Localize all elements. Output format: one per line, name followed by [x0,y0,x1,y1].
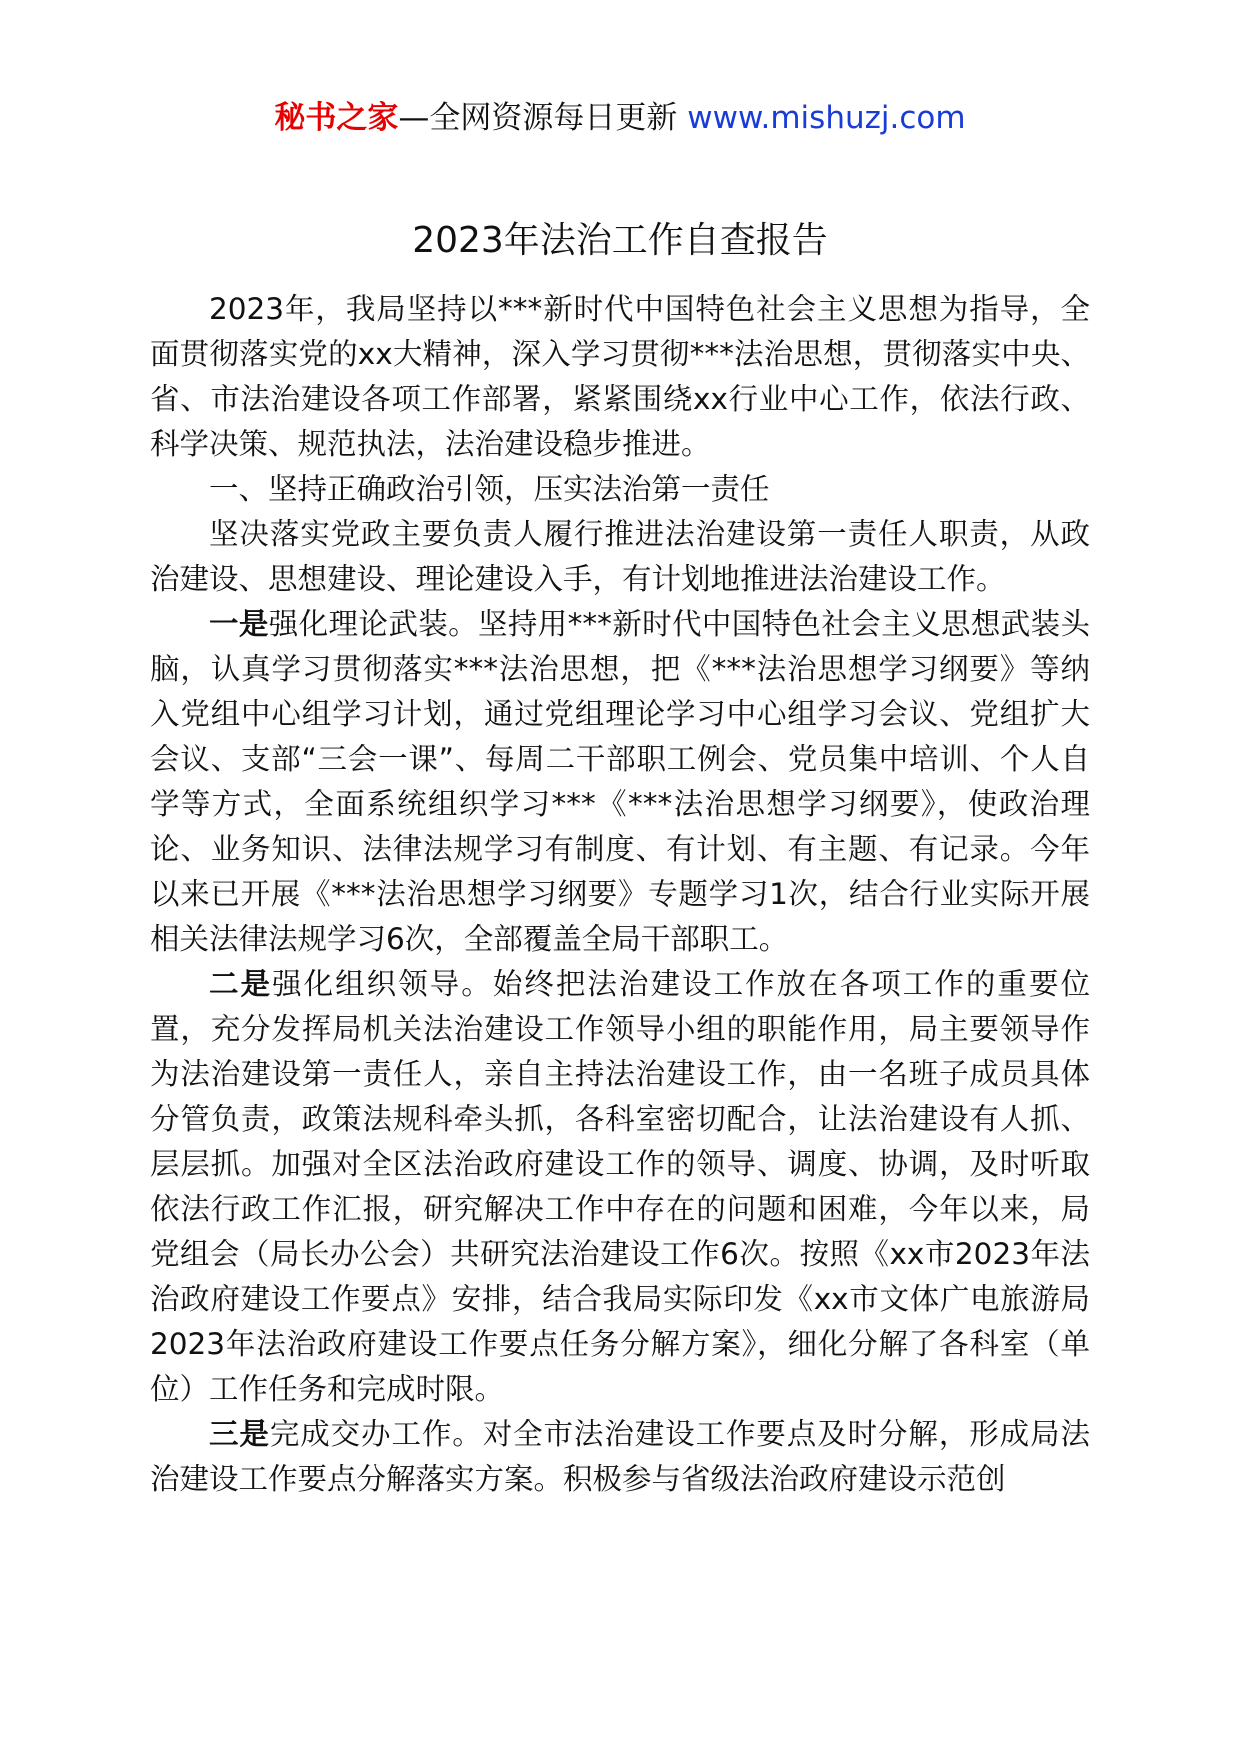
item-text-1: 强化理论武装。坚持用***新时代中国特色社会主义思想武装头脑，认真学习贯彻落实***法治思想，把《***法治思想学习纲要》等纳入党组中心组学习计划，通过党组理论学习中心组学习会议、党组扩大会议、支部“三会一课”、每周二干部职工例会、党员集中培训、个人自学等方式，全面系统组织学习***《***法治思想学习纲要》，使政治理论、业务知识、法律法规学习有制度、有计划、有主题、有记录。今年以来已开展《***法治思想学习纲要》专题学习1次，结合行业实际开展相关法律法规学习6次，全部覆盖全局干部职工。 [150,607,1090,956]
section-intro-paragraph: 坚决落实党政主要负责人履行推进法治建设第一责任人职责，从政治建设、思想建设、理论建设入手，有计划地推进法治建设工作。 [150,517,1090,596]
item-text-3: 完成交办工作。对全市法治建设工作要点及时分解，形成局法治建设工作要点分解落实方案。积极参与省级法治政府建设示范创 [150,1417,1090,1496]
brand-name: 秘书之家 [274,100,399,136]
item-lead-2: 二是 [209,967,273,1001]
item-paragraph-2 [150,962,1090,1412]
item-text-2: 强化组织领导。始终把法治建设工作放在各项工作的重要位置，充分发挥局机关法治建设工作领导小组的职能作用，局主要领导作为法治建设第一责任人，亲自主持法治建设工作，由一名班子成员具体分管负责，政策法规科牵头抓，各科室密切配合，让法治建设有人抓、层层抓。加强对全区法治政府建设工作的领导、调度、协调，及时听取依法行政工作汇报，研究解决工作中存在的问题和困难，今年以来，局党组会（局长办公会）共研究法治建设工作6次。按照《xx市2023年法治政府建设工作要点》安排，结合我局实际印发《xx市文体广电旅游局2023年法治政府建设工作要点任务分解方案》，细化分解了各科室（单位）工作任务和完成时限。 [150,967,1090,1406]
item-lead-3: 三是 [209,1417,270,1451]
item-paragraph-1 [150,602,1090,962]
item-lead-1: 一是 [209,607,269,641]
section-heading: 一、坚持正确政治引领，压实法治第一责任 [209,472,770,506]
intro-paragraph: 2023年，我局坚持以***新时代中国特色社会主义思想为指导，全面贯彻落实党的xx大精神，深入学习贯彻***法治思想，贯彻落实中央、省、市法治建设各项工作部署，紧紧围绕xx行业中心工作，依法行政、科学决策、规范执法，法治建设稳步推进。 [150,292,1090,461]
site-url: www.mishuzj.com [687,100,966,136]
item-paragraph-3 [150,1412,1090,1502]
document-title: 2023年法治工作自查报告 [412,220,828,261]
header-slogan: —全网资源每日更新 [398,100,678,136]
site-header [0,98,1240,138]
document-body [150,287,1090,1502]
